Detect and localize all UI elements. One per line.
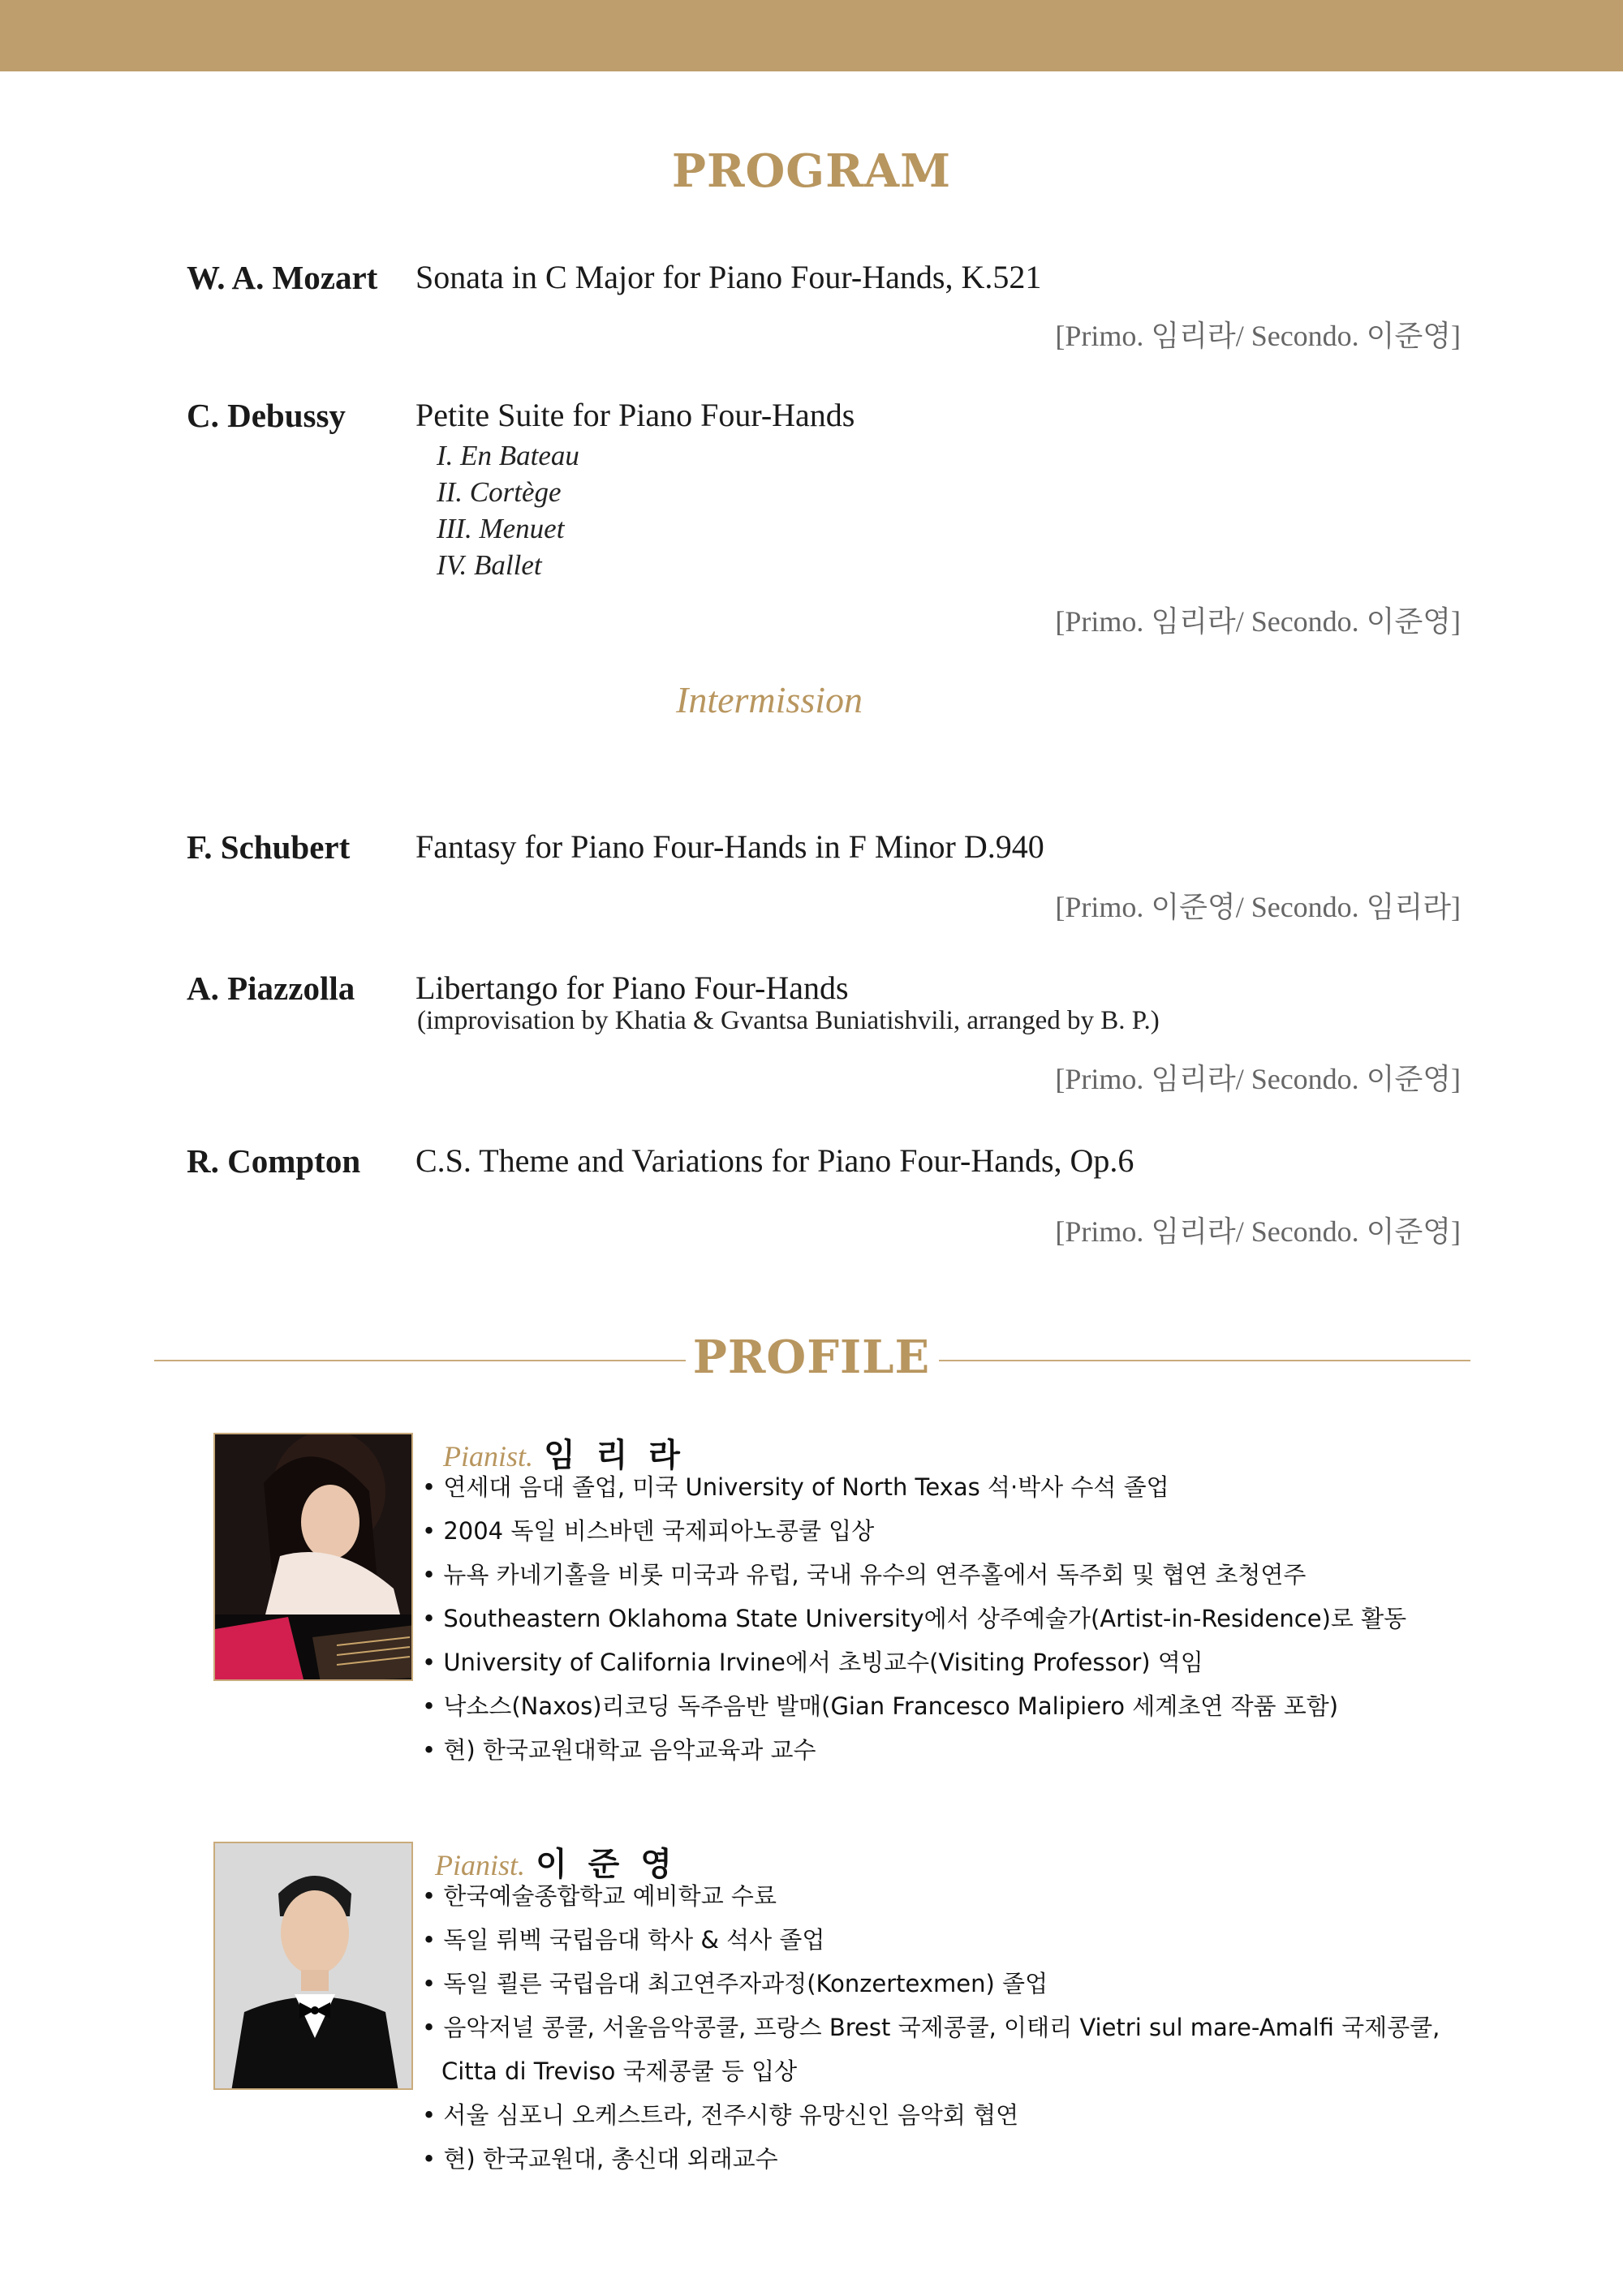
bio-item: • 현) 한국교원대, 총신대 외래교수	[422, 2145, 778, 2173]
movement-3: III. Menuet	[437, 513, 565, 544]
program-heading: PROGRAM	[671, 144, 952, 198]
bio-item: • Southeastern Oklahoma State University에서 상주예술가(Artist-in-Residence)로 활동	[422, 1605, 1407, 1632]
pianist-bio-lee-junyoung	[422, 1874, 1440, 2181]
pianist-portrait-image	[215, 1843, 413, 2090]
pianist-role: Pianist.	[443, 1440, 534, 1473]
bio-item: • 독일 뤼벡 국립음대 학사 & 석사 졸업	[422, 1926, 825, 1954]
composer-mozart: W. A. Mozart	[187, 259, 378, 296]
pianist-portrait-image	[215, 1434, 413, 1681]
note-piazzolla: (improvisation by Khatia & Gvantsa Buniatishvili, arranged by B. P.)	[417, 1006, 1160, 1035]
top-decorative-band	[0, 0, 1623, 71]
movement-1: I. En Bateau	[437, 440, 579, 471]
bio-item: • 연세대 음대 졸업, 미국 University of North Texas 석·박사 수석 졸업	[422, 1473, 1169, 1501]
work-debussy: Petite Suite for Piano Four-Hands	[415, 397, 855, 433]
performers-compton: [Primo. 임리라/ Secondo. 이준영]	[1055, 1215, 1461, 1248]
bio-item: • 2004 독일 비스바덴 국제피아노콩쿨 입상	[422, 1517, 875, 1545]
movement-4: IV. Ballet	[437, 549, 542, 581]
performers-piazzolla: [Primo. 임리라/ Secondo. 이준영]	[1055, 1063, 1461, 1095]
performers-schubert: [Primo. 이준영/ Secondo. 임리라]	[1055, 891, 1461, 923]
profile-heading: PROFILE	[692, 1331, 931, 1384]
composer-debussy: C. Debussy	[187, 397, 346, 434]
bio-item: • 현) 한국교원대학교 음악교육과 교수	[422, 1736, 816, 1764]
composer-compton: R. Compton	[187, 1142, 361, 1180]
performers-mozart: [Primo. 임리라/ Secondo. 이준영]	[1055, 320, 1461, 352]
bio-item: • 낙소스(Naxos)리코딩 독주음반 발매(Gian Francesco Malipiero 세계초연 작품 포함)	[422, 1692, 1339, 1720]
work-mozart: Sonata in C Major for Piano Four-Hands, K.521	[415, 259, 1042, 295]
composer-schubert: F. Schubert	[187, 828, 351, 866]
pianist-name: 이 준 영	[536, 1846, 677, 1883]
pianist-bio-lim-rira	[422, 1465, 1406, 1772]
composer-piazzolla: A. Piazzolla	[187, 970, 355, 1007]
pianist-photo-lee-junyoung	[213, 1842, 413, 2090]
work-compton: C.S. Theme and Variations for Piano Four-Hands, Op.6	[415, 1142, 1134, 1179]
pianist-name: 임 리 라	[544, 1437, 685, 1474]
pianist-role: Pianist.	[435, 1849, 526, 1881]
bio-item: • 독일 쾰른 국립음대 최고연주자과정(Konzertexmen) 졸업	[422, 1970, 1048, 1997]
bio-item: • 한국예술종합학교 예비학교 수료	[422, 1882, 777, 1910]
work-piazzolla: Libertango for Piano Four-Hands	[415, 970, 849, 1006]
bio-item: • 음악저널 콩쿨, 서울음악콩쿨, 프랑스 Brest 국제콩쿨, 이태리 Vietri sul mare-Amalfi 국제콩쿨,	[422, 2014, 1440, 2041]
performers-debussy: [Primo. 임리라/ Secondo. 이준영]	[1055, 605, 1461, 638]
work-schubert: Fantasy for Piano Four-Hands in F Minor D.940	[415, 828, 1044, 865]
bio-item: • 뉴욕 카네기홀을 비롯 미국과 유럽, 국내 유수의 연주홀에서 독주회 및 협연 초청연주	[422, 1561, 1307, 1589]
bio-item: • 서울 심포니 오케스트라, 전주시향 유망신인 음악회 협연	[422, 2101, 1019, 2129]
bio-item-continued: Citta di Treviso 국제콩쿨 등 입상	[441, 2057, 798, 2085]
movement-2: II. Cortège	[437, 476, 562, 508]
intermission-label: Intermission	[676, 679, 863, 720]
pianist-photo-lim-rira	[213, 1433, 413, 1681]
bio-item: • University of California Irvine에서 초빙교수(Visiting Professor) 역임	[422, 1649, 1203, 1676]
